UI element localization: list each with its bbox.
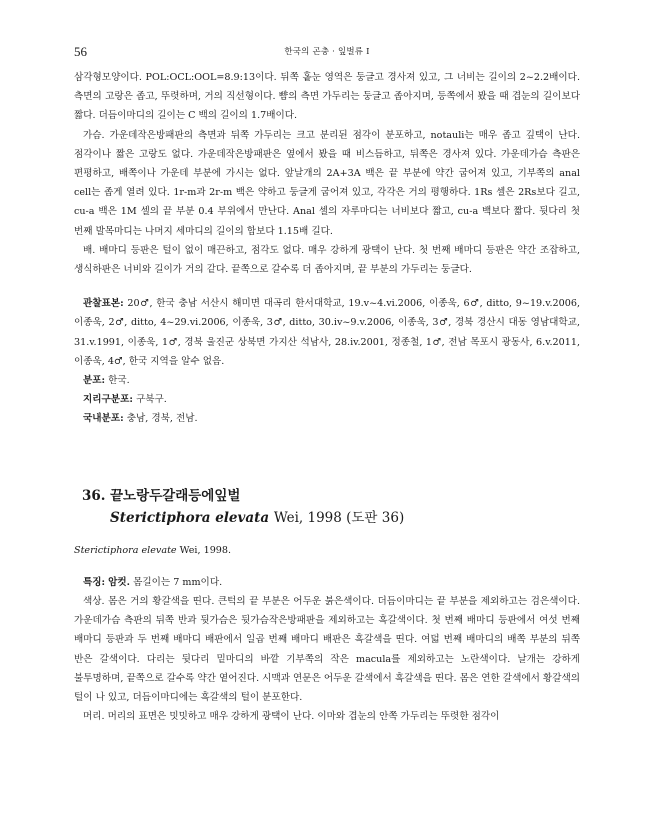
body-paragraph: 배. 배마디 등판은 털이 없이 매끈하고, 점각도 없다. 매우 강하게 광택이 난다. 첫 번째 배마디 등판은 약간 조잡하고, 생식하판은 너비와 길이가 거의 같다. 끝쪽으로 갈수록 더 좁아지며, 끝 부분의 가두리는 둥글다.	[74, 244, 580, 276]
distribution-value: 한국.	[108, 375, 130, 387]
species-korean-name: 끝노랑두갈래등에잎벌	[110, 487, 241, 504]
species-heading-scientific	[74, 507, 580, 529]
diagnosis-line	[74, 573, 580, 592]
zoogeographic-value: 구북구.	[135, 394, 167, 406]
diagnosis-label: 특징:	[83, 576, 106, 588]
page-header	[74, 41, 580, 61]
material-examined	[74, 294, 580, 371]
zoogeographic-line	[74, 390, 580, 409]
running-title: 한국의 곤충 · 잎벌류 I	[284, 47, 370, 57]
synonym-line	[74, 541, 580, 560]
domestic-distribution-label: 국내분포:	[83, 413, 124, 425]
species-scientific-name: Sterictiphora elevata	[110, 509, 270, 526]
synonym-author: Wei, 1998.	[179, 544, 232, 556]
description-paragraph: 머리. 머리의 표면은 밋밋하고 매우 강하게 광택이 난다. 이마와 겹눈의 안쪽 가두리는 뚜렷한 점각이	[83, 711, 500, 723]
page-number: 56	[74, 44, 87, 59]
zoogeographic-label: 지리구분포:	[83, 394, 133, 406]
species-author: Wei, 1998 (도판 36)	[273, 509, 405, 526]
distribution-label: 분포:	[83, 375, 106, 387]
body-paragraph: 삼각형모양이다. POL:OCL:OOL=8.9:13이다. 뒤쪽 홑눈 영역은 둥글고 경사져 있고, 그 너비는 길이의 2~2.2배이다. 측면의 고랑은 좁고, 뚜렷하며, 거의 직선형이다. 뺨의 측면 가두리는 둥글고 좁아지며, 등쪽에서 봤을 때 겹눈의 길이보다 짧다. 더듬이마디의 길이는 C 백의 길이의 1.7배이다.	[74, 72, 580, 122]
diagnosis-sex: 암컷.	[108, 576, 131, 588]
material-label: 관찰표본:	[83, 298, 124, 310]
body-paragraph: 가슴. 가운데작은방패판의 측면과 뒤쪽 가두리는 크고 분리된 점각이 분포하고, notauli는 매우 좁고 깊택이 난다. 점각이나 짧은 고랑도 없다. 가운데작은방패판은 옆에서 봤을 때 비스듬하고, 뒤쪽은 경사져 있다. 가운데가슴 측판은 편평하고, 배쪽이나 가운데 부분에 가시는 없다. 앞날개의 2A+3A 백은 끝 부분에 약간 굽어져 있고, 기부쪽의 anal cell는 좁게 열려 있다. 1r-m과 2r-m 백은 약하고 둥글게 굽어져 있고, 각각은 거의 평행하다. 1Rs 셀은 2Rs보다 길고, cu-a 백은 1M 셀의 끝 부분 0.4 부위에서 만난다. Anal 셀의 자루마디는 너비보다 짧고, cu-a 백보다 짧다. 뒷다리 첫 번째 발목마디는 나머지 세마디의 길이의 합보다 1.15배 길다.	[74, 129, 580, 237]
synonym-name: Sterictiphora elevate	[74, 544, 177, 556]
material-text: 20♂, 한국 충남 서산시 해미면 대곡리 한서대학교, 19.v~4.vi.2006, 이종욱, 6♂, ditto, 9~19.v.2006, 이종욱, 2♂, ditto, 4~29.vi.2006, 이종욱, 3♂, ditto, 30.iv~9.v.2006, 이종욱, 3♂, 경북 경산시 대동 영남대학교, 31.v.1991, 이종욱, 1♂, 경북 울진군 상북면 가지산 석남사, 28.iv.2001, 정종철, 1♂, 전남 목포시 광동사, 6.v.2011, 이종욱, 4♂, 한국 지역을 알수 없음.	[74, 298, 580, 367]
description-paragraph: 색상. 몸은 거의 황갈색을 띤다. 큰턱의 끝 부분은 어두운 붉은색이다. 더듬이마디는 끝 부분을 제외하고는 검은색이다. 가운데가슴 측판의 뒤쪽 반과 뒷가슴은 뒷가슴작은방패판을 제외하고는 흑갈색이다. 첫 번째 배마디 등판에서 여섯 번째 배마디 등판과 두 번째 배마디 배판에서 일곱 번째 배마디 배판은 흑갈색을 띤다. 여덟 번째 배마디의 배쪽 부분의 뒤쪽 반은 갈색이다. 다리는 뒷다리 밑마디의 바깥 기부쪽의 작은 macula를 제외하고는 노란색이다. 날개는 강하게 불투명하며, 끝쪽으로 갈수록 약간 옅어진다. 시맥과 연문은 어두운 갈색에서 흑갈색을 띤다. 몸은 연한 갈색에서 황갈색의 털이 나 있고, 더듬이마디에는 흑갈색의 털이 분포한다.	[74, 596, 580, 704]
diagnosis-text: 몸길이는 7 mm이다.	[133, 576, 223, 588]
page-body	[74, 68, 580, 726]
species-number: 36.	[82, 487, 106, 504]
distribution-line	[74, 371, 580, 390]
species-heading-korean	[74, 485, 580, 507]
domestic-distribution-value: 충남, 경북, 전남.	[126, 413, 198, 425]
domestic-distribution-line	[74, 409, 580, 428]
